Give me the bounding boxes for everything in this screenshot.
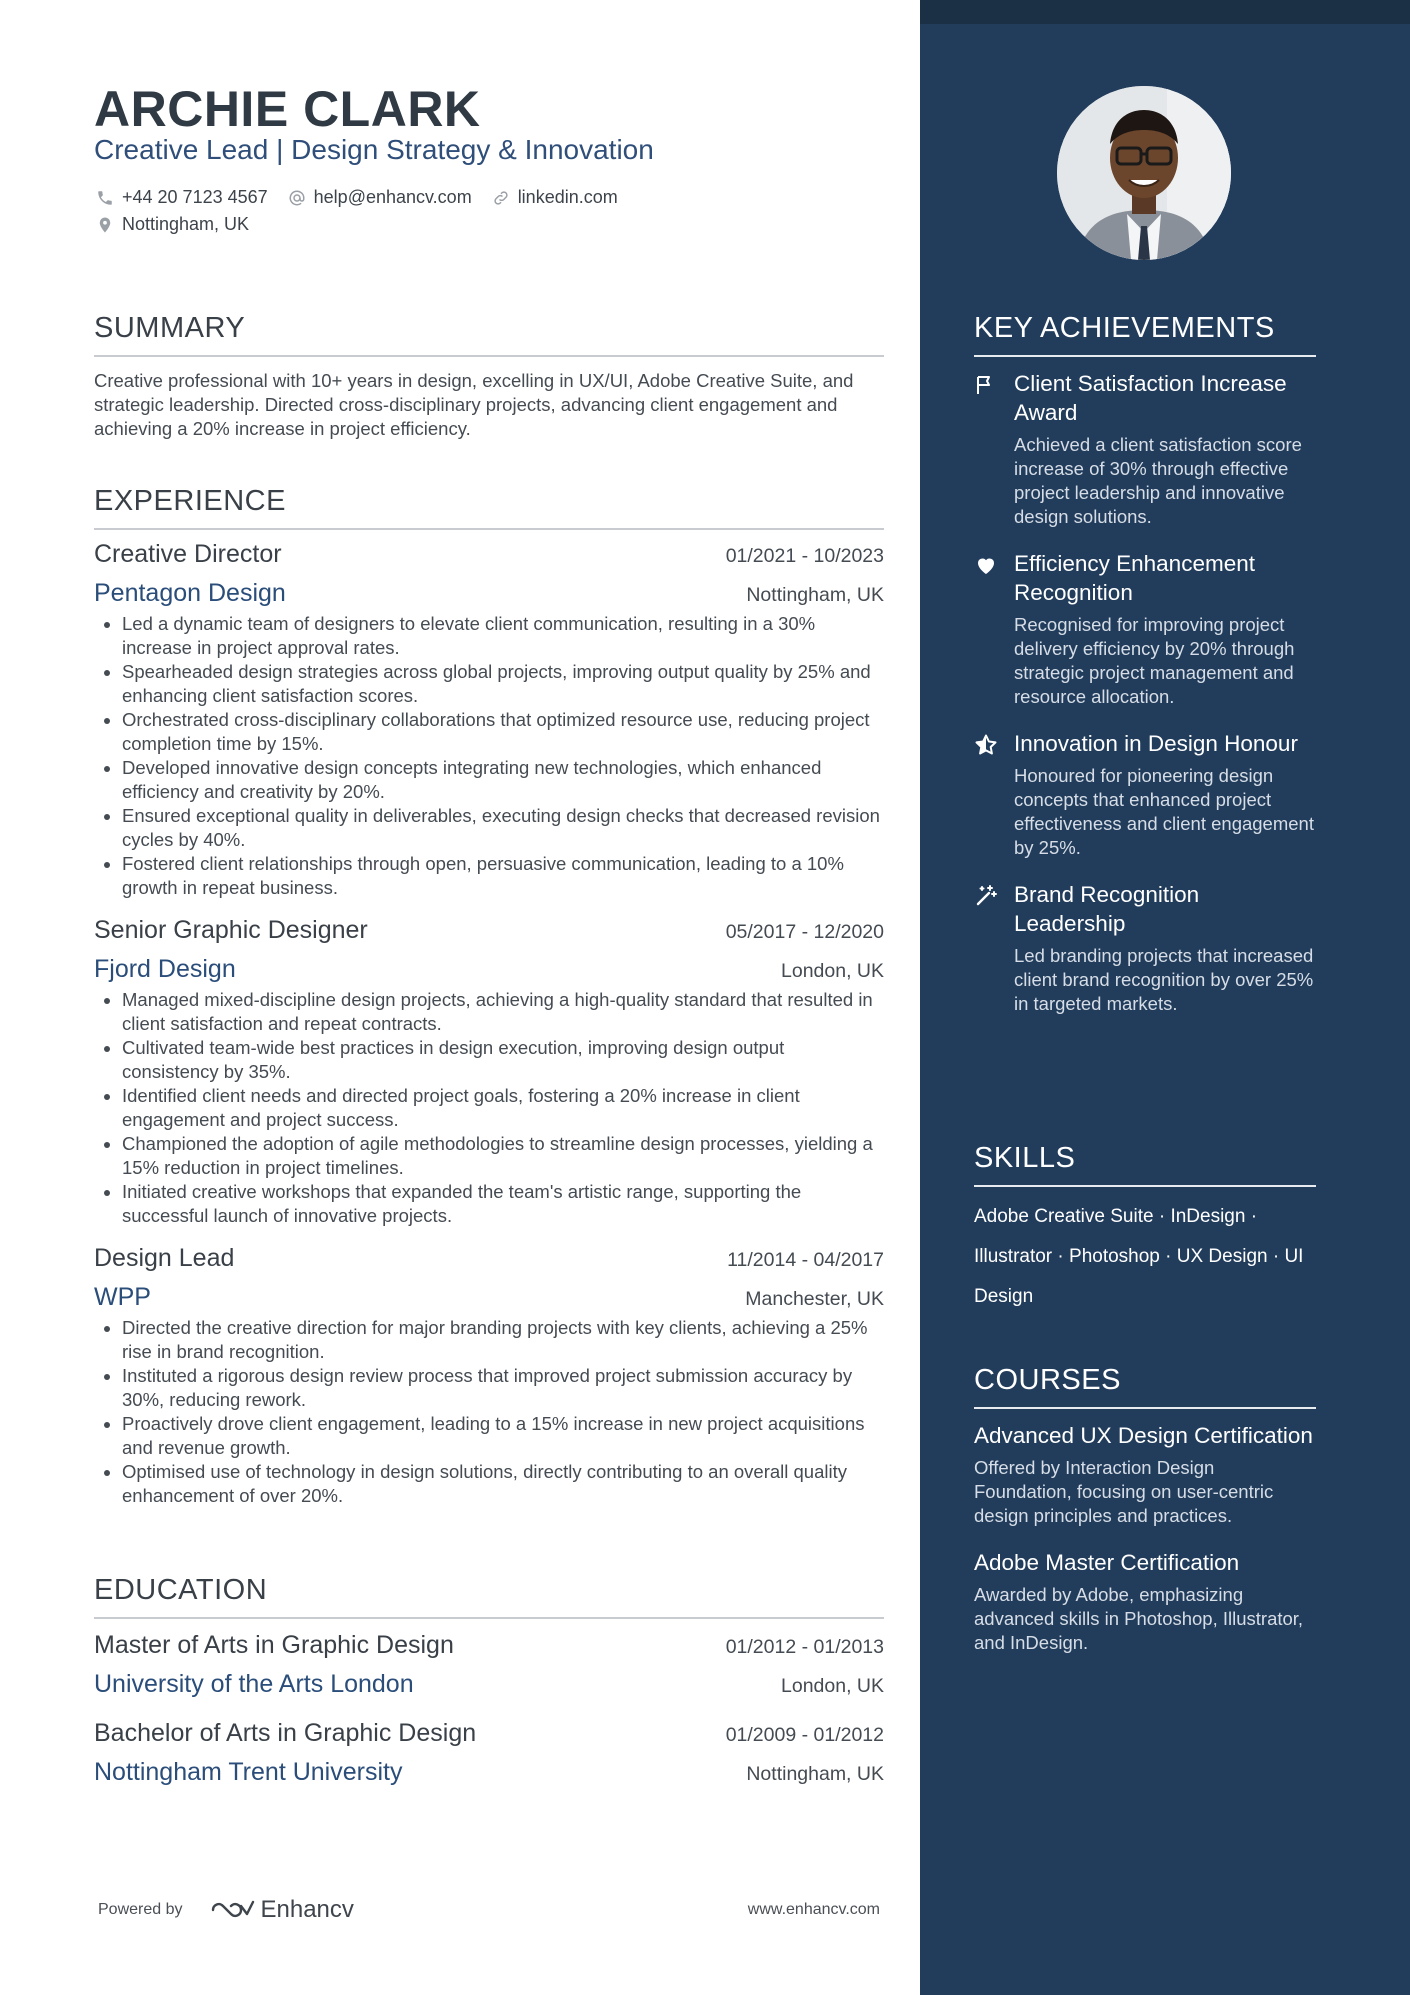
job-title: Design Lead [94,1244,235,1272]
candidate-name: ARCHIE CLARK [94,81,481,137]
heart-icon [974,549,1014,709]
school-location: Nottingham, UK [746,1763,884,1785]
email-text: help@enhancv.com [313,187,472,207]
enhancv-logo[interactable] [209,1896,354,1924]
achievement-desc: Achieved a client satisfaction score increase of 30% through effective project leadership and innovative design solutions. [1014,434,1302,527]
star-icon [974,729,1014,860]
bullet-item: • Proactively drove client engagement, leading to a 15% increase in new project acquisitions and revenue growth. [122,1412,884,1460]
location-text: Nottingham, UK [122,214,250,234]
link-icon [490,187,512,209]
degree-title: Bachelor of Arts in Graphic Design [94,1719,477,1747]
degree-title: Master of Arts in Graphic Design [94,1631,454,1659]
job-bullets [94,988,884,1228]
bullet-item: • Ensured exceptional quality in deliverables, executing design checks that decreased revision cycles by 40%. [122,804,884,852]
job-bullets [94,612,884,900]
achievements-section [974,312,1316,1016]
job-location: Nottingham, UK [746,584,884,606]
achievement-item [974,729,1316,860]
bullet-item: • Optimised use of technology in design solutions, directly contributing to an overall quality enhancement of over 20%. [122,1460,884,1508]
section-title: EXPERIENCE [94,485,884,530]
skills-section [974,1142,1316,1317]
achievement-title: Brand Recognition Leadership [1014,882,1200,936]
summary-section [94,312,884,441]
education-entry [94,1631,884,1699]
linkedin-contact[interactable] [490,187,618,209]
at-icon [286,187,308,209]
achievement-desc: Honoured for pioneering design concepts that enhanced project effectiveness and client engagement by 25%. [1014,765,1314,858]
job-company: Fjord Design [94,955,236,983]
section-title: KEY ACHIEVEMENTS [974,312,1316,357]
course-desc: Awarded by Adobe, emphasizing advanced skills in Photoshop, Illustrator, and InDesign. [974,1584,1304,1653]
section-title: COURSES [974,1364,1316,1409]
flag-icon [974,369,1014,529]
footer [98,1896,880,1924]
phone-text: +44 20 7123 4567 [122,187,268,207]
bullet-item: • Fostered client relationships through open, persuasive communication, leading to a 10% growth in repeat business. [122,852,884,900]
summary-text: Creative professional with 10+ years in design, excelling in UX/UI, Adobe Creative Suite, and strategic leadership. Directed cross-disciplinary projects, advancing client engagement and achieving a 20% increase in project efficiency. [94,370,854,439]
bullet-item: • Identified client needs and directed project goals, fostering a 20% increase in client engagement and project success. [122,1084,884,1132]
section-title: SUMMARY [94,312,884,357]
school-location: London, UK [781,1675,884,1697]
profile-photo [1057,86,1231,260]
achievement-desc: Led branding projects that increased client brand recognition by over 25% in targeted markets. [1014,945,1314,1014]
job-company: Pentagon Design [94,579,286,607]
section-title: EDUCATION [94,1574,884,1619]
experience-section [94,485,884,1508]
course-title: Advanced UX Design Certification [974,1423,1313,1448]
achievement-item [974,880,1316,1016]
section-title: SKILLS [974,1142,1316,1187]
powered-by-label: Powered by [98,1901,183,1918]
course-title: Adobe Master Certification [974,1550,1240,1575]
course-desc: Offered by Interaction Design Foundation, focusing on user-centric design principles and practices. [974,1457,1274,1526]
bullet-item: • Instituted a rigorous design review process that improved project submission accuracy by 30%, reducing rework. [122,1364,884,1412]
bullet-item: • Orchestrated cross-disciplinary collaborations that optimized resource use, reducing project completion time by 15%. [122,708,884,756]
job-location: Manchester, UK [745,1288,884,1310]
job-entry [94,1244,884,1508]
bullet-item: • Spearheaded design strategies across global projects, improving output quality by 25% and enhancing client satisfaction scores. [122,660,884,708]
location-pin-icon [94,214,116,236]
courses-section [974,1364,1316,1655]
skills-list: Adobe Creative Suite · InDesign · Illustrator · Photoshop · UX Design · UI Design [974,1206,1304,1307]
bullet-item: • Managed mixed-discipline design projects, achieving a high-quality standard that resulted in client satisfaction and repeat contracts. [122,988,884,1036]
bullet-item: • Directed the creative direction for major branding projects with key clients, achieving a 25% rise in brand recognition. [122,1316,884,1364]
phone-icon [94,187,116,209]
achievement-item [974,549,1316,709]
course-item [974,1548,1316,1655]
job-entry [94,916,884,1228]
contact-info [94,184,636,238]
course-item [974,1421,1316,1528]
job-dates: 05/2017 - 12/2020 [725,921,884,943]
job-dates: 11/2014 - 04/2017 [727,1249,884,1271]
bullet-item: • Championed the adoption of agile methodologies to streamline design processes, yielding a 15% reduction in project timelines. [122,1132,884,1180]
job-entry [94,540,884,900]
job-dates: 01/2021 - 10/2023 [725,545,884,567]
achievement-item [974,369,1316,529]
achievement-title: Client Satisfaction Increase Award [1014,371,1287,425]
magic-wand-icon [974,880,1014,1016]
bullet-item: • Initiated creative workshops that expanded the team's artistic range, supporting the successful launch of innovative projects. [122,1180,884,1228]
job-company: WPP [94,1283,151,1311]
school-name: Nottingham Trent University [94,1758,403,1786]
phone-contact[interactable] [94,187,268,209]
bullet-item: • Led a dynamic team of designers to elevate client communication, resulting in a 30% increase in project approval rates. [122,612,884,660]
website-link[interactable]: www.enhancv.com [747,1901,880,1918]
achievement-title: Efficiency Enhancement Recognition [1014,551,1255,605]
job-title: Senior Graphic Designer [94,916,368,944]
powered-by [98,1896,354,1924]
job-title: Creative Director [94,540,282,568]
candidate-role: Creative Lead | Design Strategy & Innovation [94,134,654,165]
achievement-desc: Recognised for improving project delivery efficiency by 20% through strategic project management and resource allocation. [1014,614,1295,707]
linkedin-text: linkedin.com [517,187,618,207]
enhancv-brand: Enhancv [260,1896,354,1923]
bullet-item: • Developed innovative design concepts integrating new technologies, which enhanced efficiency and creativity by 20%. [122,756,884,804]
job-location: London, UK [781,960,884,982]
bullet-item: • Cultivated team-wide best practices in design execution, improving design output consistency by 35%. [122,1036,884,1084]
education-entry [94,1719,884,1787]
education-dates: 01/2012 - 01/2013 [725,1636,884,1658]
sidebar-top-bar [920,0,1410,24]
location-contact [94,214,249,236]
job-bullets [94,1316,884,1508]
education-dates: 01/2009 - 01/2012 [725,1724,884,1746]
email-contact[interactable] [286,187,472,209]
achievement-title: Innovation in Design Honour [1014,731,1298,756]
school-name: University of the Arts London [94,1670,414,1698]
education-section [94,1574,884,1787]
enhancv-logo-icon [209,1897,255,1923]
